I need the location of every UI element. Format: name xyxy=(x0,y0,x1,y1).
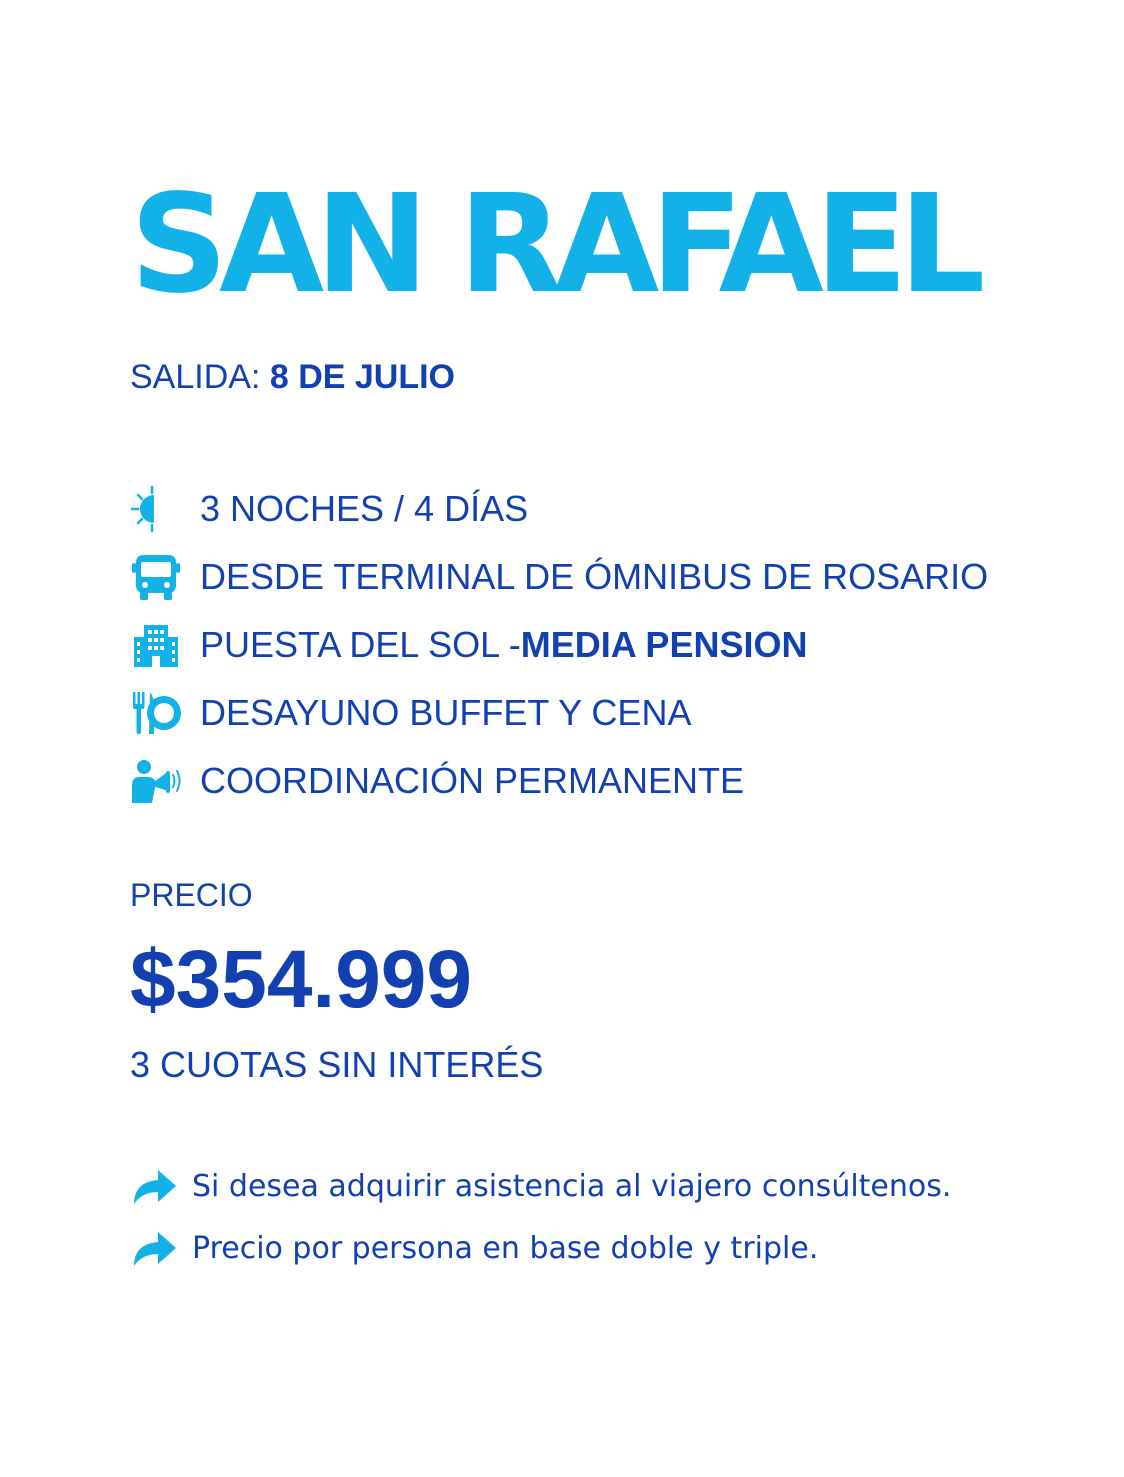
note-item xyxy=(130,1155,951,1217)
departure-label: SALIDA: xyxy=(130,358,270,396)
feature-item-coordination xyxy=(130,747,988,815)
feature-item-hotel xyxy=(130,611,988,679)
feature-text: 3 NOCHES / 4 DÍAS xyxy=(200,488,529,529)
page-title: SAN RAFAEL xyxy=(130,166,977,324)
price-label: PRECIO xyxy=(130,877,253,913)
price-value: $354.999 xyxy=(130,934,473,1025)
feature-text: COORDINACIÓN PERMANENTE xyxy=(200,760,745,801)
coordinator-megaphone-icon xyxy=(130,755,182,807)
installments-text: 3 CUOTAS SIN INTERÉS xyxy=(130,1044,544,1085)
hotel-icon xyxy=(130,619,182,671)
feature-text-bold: MEDIA PENSION xyxy=(520,624,808,665)
day-night-icon xyxy=(130,483,182,535)
note-item xyxy=(130,1217,951,1279)
arrow-forward-icon xyxy=(130,1224,178,1272)
features-list xyxy=(130,475,988,815)
feature-text: PUESTA DEL SOL - xyxy=(200,624,521,665)
notes-list xyxy=(130,1155,951,1279)
departure-line xyxy=(130,355,455,399)
arrow-forward-icon xyxy=(130,1162,178,1210)
dining-icon xyxy=(130,687,182,739)
feature-item-departure-point xyxy=(130,543,988,611)
departure-date: 8 DE JULIO xyxy=(269,358,456,396)
note-text: Precio por persona en base doble y triple. xyxy=(192,1230,819,1266)
feature-text: DESDE TERMINAL DE ÓMNIBUS DE ROSARIO xyxy=(200,556,989,597)
feature-item-meals xyxy=(130,679,988,747)
feature-text: DESAYUNO BUFFET Y CENA xyxy=(200,692,692,733)
bus-icon xyxy=(130,551,182,603)
note-text: Si desea adquirir asistencia al viajero consúltenos. xyxy=(192,1168,952,1204)
feature-item-duration xyxy=(130,475,988,543)
